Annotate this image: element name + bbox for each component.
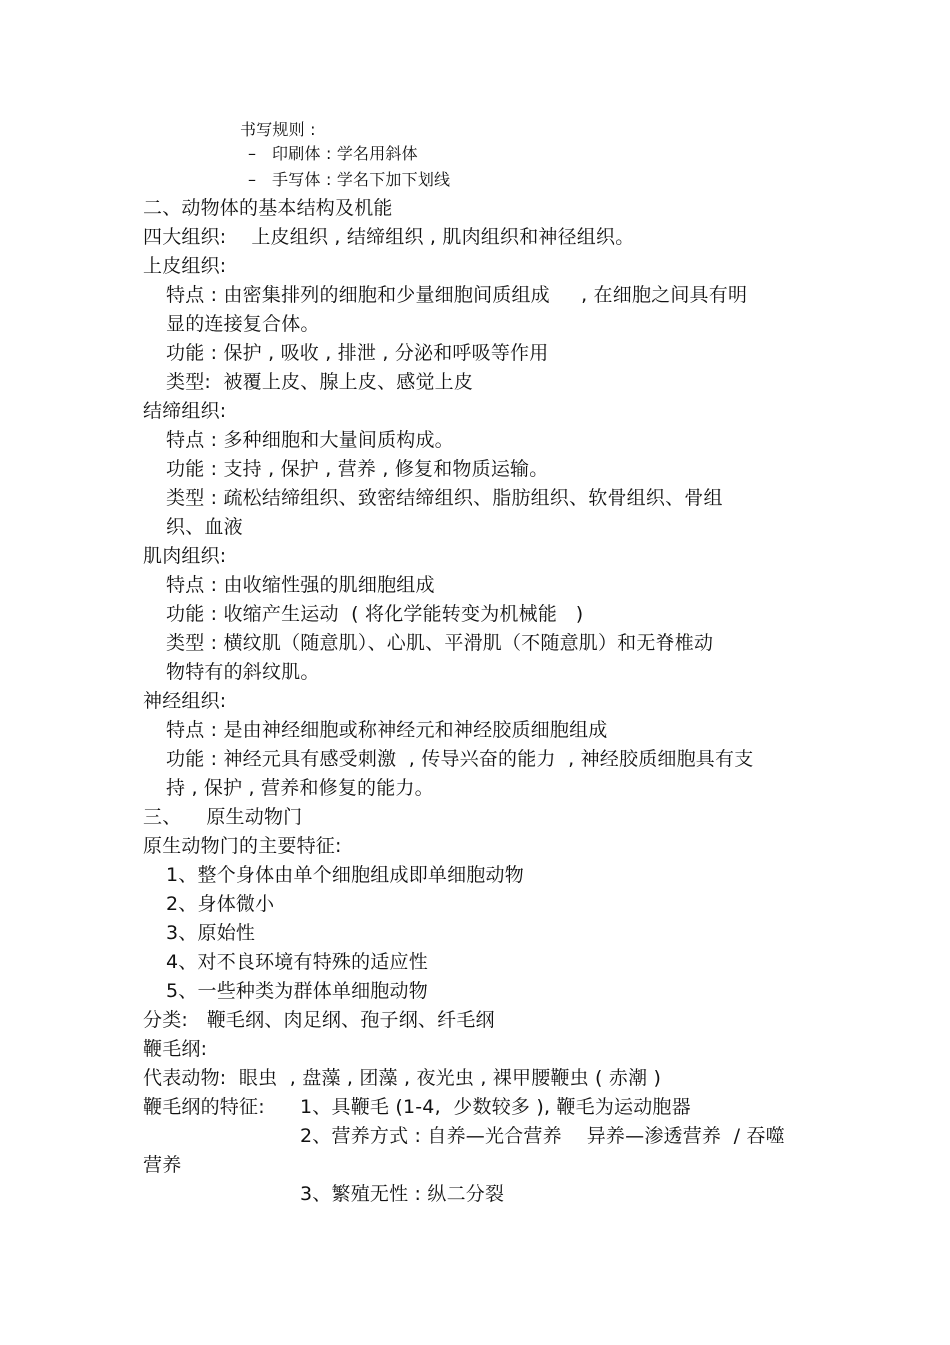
protozoa-feature-4: 4、对不良环境有特殊的适应性 [166,951,428,973]
connective-heading: 结缔组织: [143,400,227,422]
nerve-feature: 特点 : 是由神经细胞或称神经元和神经胶质细胞组成 [166,719,608,741]
muscle-types-line-2: 物特有的斜纹肌。 [166,661,320,683]
nerve-function-line-1: 功能 : 神经元具有感受刺激 , 传导兴奋的能力 , 神经胶质细胞具有支 [166,748,754,770]
protozoa-classification: 分类: 鞭毛纲、肉足纲、孢子纲、纤毛纲 [143,1009,495,1031]
epithelial-heading: 上皮组织: [143,255,227,277]
flagellata-feature-2: 2、营养方式 : 自养—光合营养 异养—渗透营养 / 吞噬 [300,1125,785,1147]
protozoa-feature-2: 2、身体微小 [166,893,275,915]
muscle-types-line-1: 类型 : 横纹肌（随意肌）、心肌、平滑肌（不随意肌）和无脊椎动 [166,632,714,654]
connective-types-line-2: 织、血液 [166,516,243,538]
writing-rules-item-print: – 印刷体 : 学名用斜体 [248,144,418,163]
connective-types-line-1: 类型 : 疏松结缔组织、致密结缔组织、脂肪组织、软骨组织、骨组 [166,487,723,509]
connective-feature: 特点 : 多种细胞和大量间质构成。 [166,429,454,451]
section-3-title: 三、 原生动物门 [143,806,303,828]
epithelial-function: 功能 : 保护 , 吸收 , 排泄 , 分泌和呼吸等作用 [166,342,549,364]
writing-rules-heading: 书写规则 : [240,120,316,139]
protozoa-feature-1: 1、整个身体由单个细胞组成即单细胞动物 [166,864,524,886]
connective-function: 功能 : 支持 , 保护 , 营养 , 修复和物质运输。 [166,458,549,480]
nerve-heading: 神经组织: [143,690,227,712]
protozoa-feature-3: 3、原始性 [166,922,256,944]
epithelial-feature-line-2: 显的连接复合体。 [166,313,320,335]
muscle-function: 功能 : 收缩产生运动 ( 将化学能转变为机械能 ) [166,603,584,625]
flagellata-features-label: 鞭毛纲的特征: [143,1096,265,1118]
protozoa-feature-5: 5、一些种类为群体单细胞动物 [166,980,428,1002]
muscle-heading: 肌肉组织: [143,545,227,567]
flagellata-feature-2-continued: 营养 [143,1154,182,1176]
protozoa-main-features-heading: 原生动物门的主要特征: [143,835,342,857]
section-2-title: 二、动物体的基本结构及机能 [143,197,393,219]
writing-rules-item-handwriting: – 手写体 : 学名下加下划线 [248,170,451,189]
four-tissues-line: 四大组织: 上皮组织 , 结缔组织 , 肌肉组织和神径组织。 [143,226,635,248]
flagellata-heading: 鞭毛纲: [143,1038,208,1060]
epithelial-types: 类型: 被覆上皮、腺上皮、感觉上皮 [166,371,474,393]
muscle-feature: 特点 : 由收缩性强的肌细胞组成 [166,574,435,596]
flagellata-feature-1: 1、具鞭毛 (1-4, 少数较多 ), 鞭毛为运动胞器 [300,1096,691,1118]
flagellata-feature-3: 3、繁殖无性 : 纵二分裂 [300,1183,505,1205]
nerve-function-line-2: 持 , 保护 , 营养和修复的能力。 [166,777,434,799]
epithelial-feature-line-1: 特点 : 由密集排列的细胞和少量细胞间质组成 , 在细胞之间具有明 [166,284,748,306]
flagellata-representatives: 代表动物: 眼虫 , 盘藻 , 团藻 , 夜光虫 , 裸甲腰鞭虫 ( 赤潮 ) [143,1067,662,1089]
